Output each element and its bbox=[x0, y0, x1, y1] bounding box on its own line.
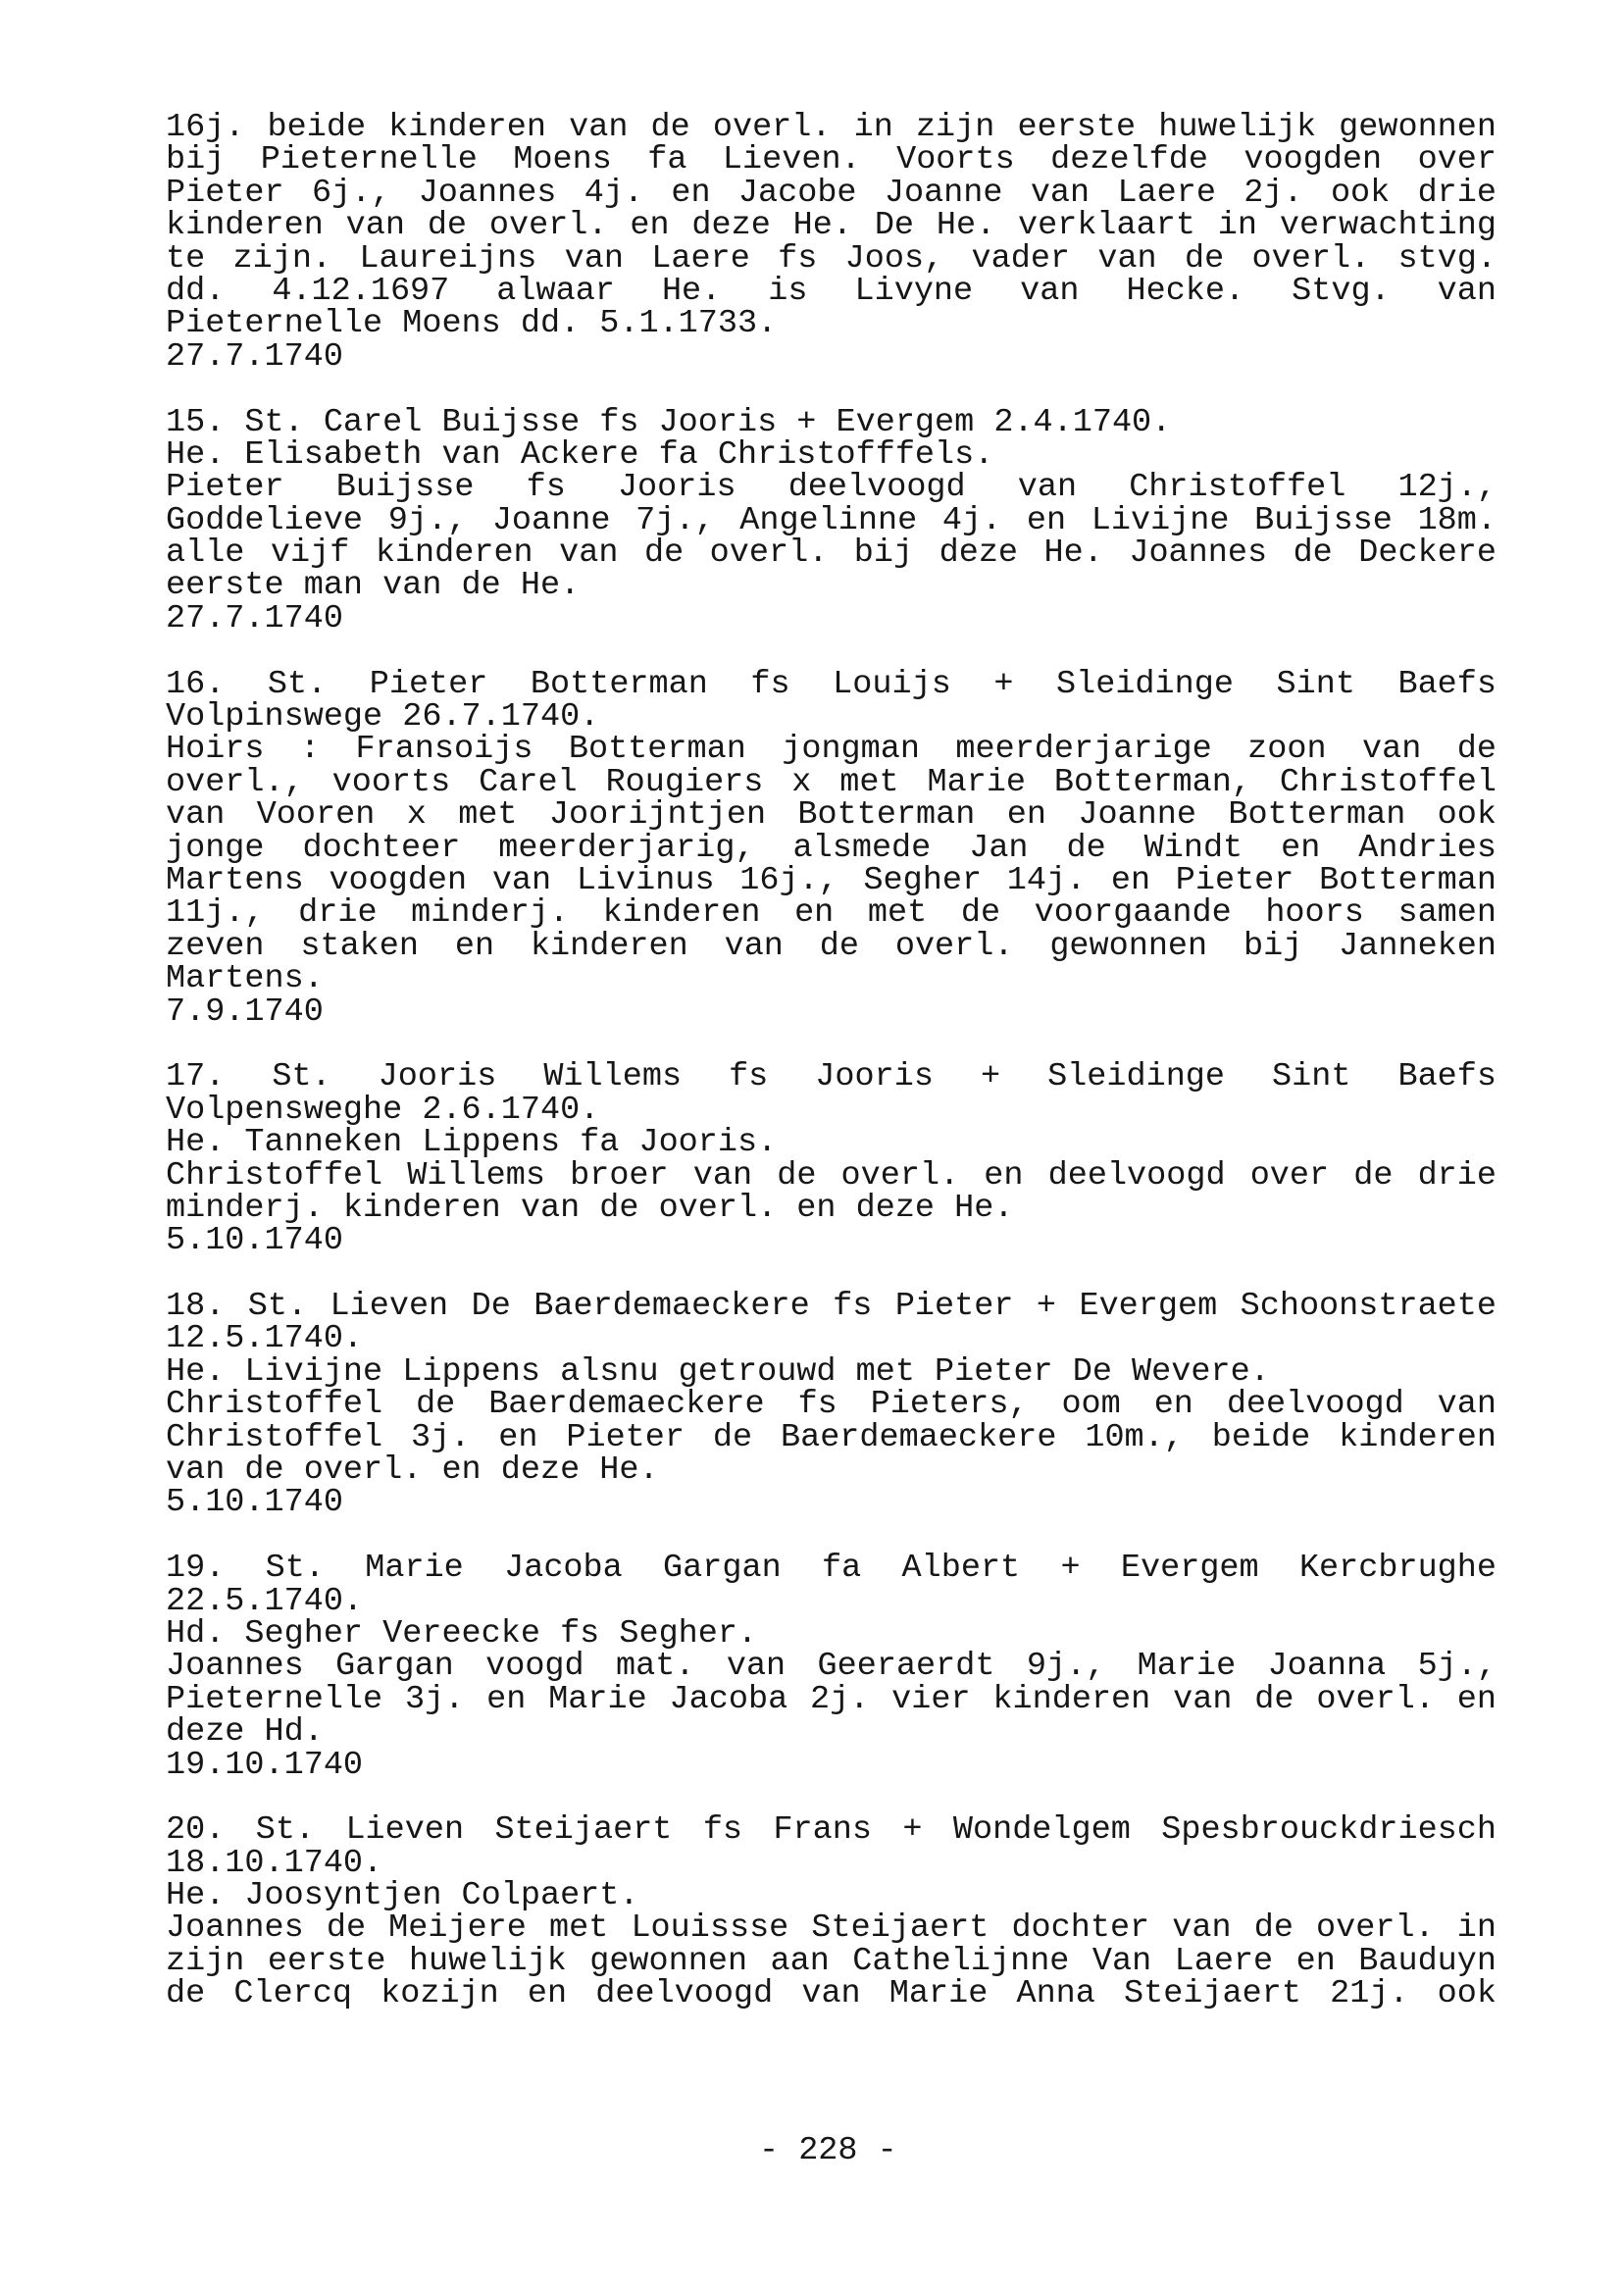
entry-line: Volpensweghe 2.6.1740. bbox=[166, 1094, 600, 1128]
entry-line: Goddelieve 9j., Joanne 7j., Angelinne 4j. en Livijne Buijsse 18m. bbox=[166, 504, 1497, 538]
entry-date: 7.9.1740 bbox=[166, 995, 324, 1029]
entry-17 bbox=[166, 1061, 1497, 1257]
entry-line: Joannes de Meijere met Louissse Steijaert dochter van de overl. in bbox=[166, 1912, 1497, 1946]
entry-line: 11j., drie minderj. kinderen en met de voorgaande hoors samen bbox=[166, 897, 1497, 931]
entry-line: Martens voogden van Livinus 16j., Segher 14j. en Pieter Botterman bbox=[166, 864, 1497, 898]
entry-continuation bbox=[166, 112, 1497, 374]
entry-line: He. Livijne Lippens alsnu getrouwd met Pieter De Wevere. bbox=[166, 1355, 1270, 1390]
entry-line: zijn eerste huwelijk gewonnen aan Cathelijnne Van Laere en Bauduyn bbox=[166, 1945, 1497, 1979]
entry-line: He. Elisabeth van Ackere fa Christofffels. bbox=[166, 438, 994, 473]
entry-line: zeven staken en kinderen van de overl. gewonnen bij Janneken bbox=[166, 930, 1497, 964]
entry-line: 12.5.1740. bbox=[166, 1323, 364, 1356]
entry-line: Martens. bbox=[166, 963, 324, 996]
entry-line: He. Tanneken Lippens fa Jooris. bbox=[166, 1127, 778, 1160]
entry-line: Hoirs : Fransoijs Botterman jongman meerderjarige zoon van de bbox=[166, 734, 1497, 767]
entry-line: van Vooren x met Joorijntjen Botterman en Joanne Botterman ook bbox=[166, 799, 1497, 833]
entry-heading: 16. St. Pieter Botterman fs Louijs + Sleidinge Sint Baefs bbox=[166, 668, 1497, 702]
entry-heading: 15. St. Carel Buijsse fs Jooris + Evergem 2.4.1740. bbox=[166, 406, 1172, 439]
entry-line: dd. 4.12.1697 alwaar He. is Livyne van Hecke. Stvg. van bbox=[166, 275, 1497, 309]
entry-18 bbox=[166, 1291, 1497, 1520]
entry-line: Christoffel Willems broer van de overl. en deelvoogd over de drie bbox=[166, 1159, 1497, 1193]
entry-line: overl., voorts Carel Rougiers x met Marie Botterman, Christoffel bbox=[166, 766, 1497, 800]
entry-line: Hd. Segher Vereecke fs Segher. bbox=[166, 1617, 758, 1652]
entry-19 bbox=[166, 1553, 1497, 1782]
document-body bbox=[166, 112, 1497, 2044]
entry-heading: 17. St. Jooris Willems fs Jooris + Sleidinge Sint Baefs bbox=[166, 1061, 1497, 1095]
page-number: - 228 - bbox=[759, 2132, 897, 2169]
entry-heading: 20. St. Lieven Steijaert fs Frans + Wondelgem Spesbrouckdriesch bbox=[166, 1814, 1497, 1848]
entry-date: 5.10.1740 bbox=[166, 1487, 343, 1520]
entry-line: 16j. beide kinderen van de overl. in zijn eerste huwelijk gewonnen bbox=[166, 112, 1497, 145]
entry-heading: 18. St. Lieven De Baerdemaeckere fs Pieter + Evergem Schoonstraete bbox=[166, 1291, 1497, 1324]
entry-date: 19.10.1740 bbox=[166, 1749, 364, 1782]
entry-line: Christoffel 3j. en Pieter de Baerdemaeckere 10m., beide kinderen bbox=[166, 1421, 1497, 1455]
entry-20 bbox=[166, 1814, 1497, 2011]
entry-date: 27.7.1740 bbox=[166, 340, 343, 375]
entry-line: minderj. kinderen van de overl. en deze He. bbox=[166, 1192, 1014, 1226]
entry-line: de Clercq kozijn en deelvoogd van Marie Anna Steijaert 21j. ook bbox=[166, 1978, 1497, 2011]
entry-heading: 19. St. Marie Jacoba Gargan fa Albert + Evergem Kercbrughe bbox=[166, 1553, 1497, 1586]
entry-line: bij Pieternelle Moens fa Lieven. Voorts dezelfde voogden over bbox=[166, 144, 1497, 178]
entry-line: van de overl. en deze He. bbox=[166, 1454, 659, 1488]
entry-line: 22.5.1740. bbox=[166, 1585, 364, 1618]
entry-line: jonge dochteer meerderjarig, alsmede Jan de Windt en Andries bbox=[166, 832, 1497, 865]
entry-line: Pieternelle Moens dd. 5.1.1733. bbox=[166, 308, 778, 341]
entry-line: He. Joosyntjen Colpaert. bbox=[166, 1880, 639, 1913]
entry-line: alle vijf kinderen van de overl. bij deze He. Joannes de Deckere bbox=[166, 537, 1497, 571]
entry-15 bbox=[166, 407, 1497, 636]
entry-date: 27.7.1740 bbox=[166, 602, 343, 636]
entry-line: Pieter Buijsse fs Jooris deelvoogd van Christoffel 12j., bbox=[166, 472, 1497, 505]
entry-line: 18.10.1740. bbox=[166, 1847, 383, 1881]
entry-line: kinderen van de overl. en deze He. De He. verklaart in verwachting bbox=[166, 210, 1497, 243]
entry-date: 5.10.1740 bbox=[166, 1225, 343, 1258]
entry-line: te zijn. Laureijns van Laere fs Joos, vader van de overl. stvg. bbox=[166, 242, 1497, 276]
entry-line: deze Hd. bbox=[166, 1716, 324, 1750]
entry-line: Pieter 6j., Joannes 4j. en Jacobe Joanne van Laere 2j. ook drie bbox=[166, 177, 1497, 211]
entry-line: eerste man van de He. bbox=[166, 570, 581, 603]
entry-line: Volpinswege 26.7.1740. bbox=[166, 701, 600, 735]
entry-line: Christoffel de Baerdemaeckere fs Pieters, oom en deelvoogd van bbox=[166, 1389, 1497, 1422]
entry-16 bbox=[166, 669, 1497, 1029]
entry-line: Pieternelle 3j. en Marie Jacoba 2j. vier kinderen van de overl. en bbox=[166, 1683, 1497, 1717]
entry-line: Joannes Gargan voogd mat. van Geeraerdt 9j., Marie Joanna 5j., bbox=[166, 1651, 1497, 1684]
